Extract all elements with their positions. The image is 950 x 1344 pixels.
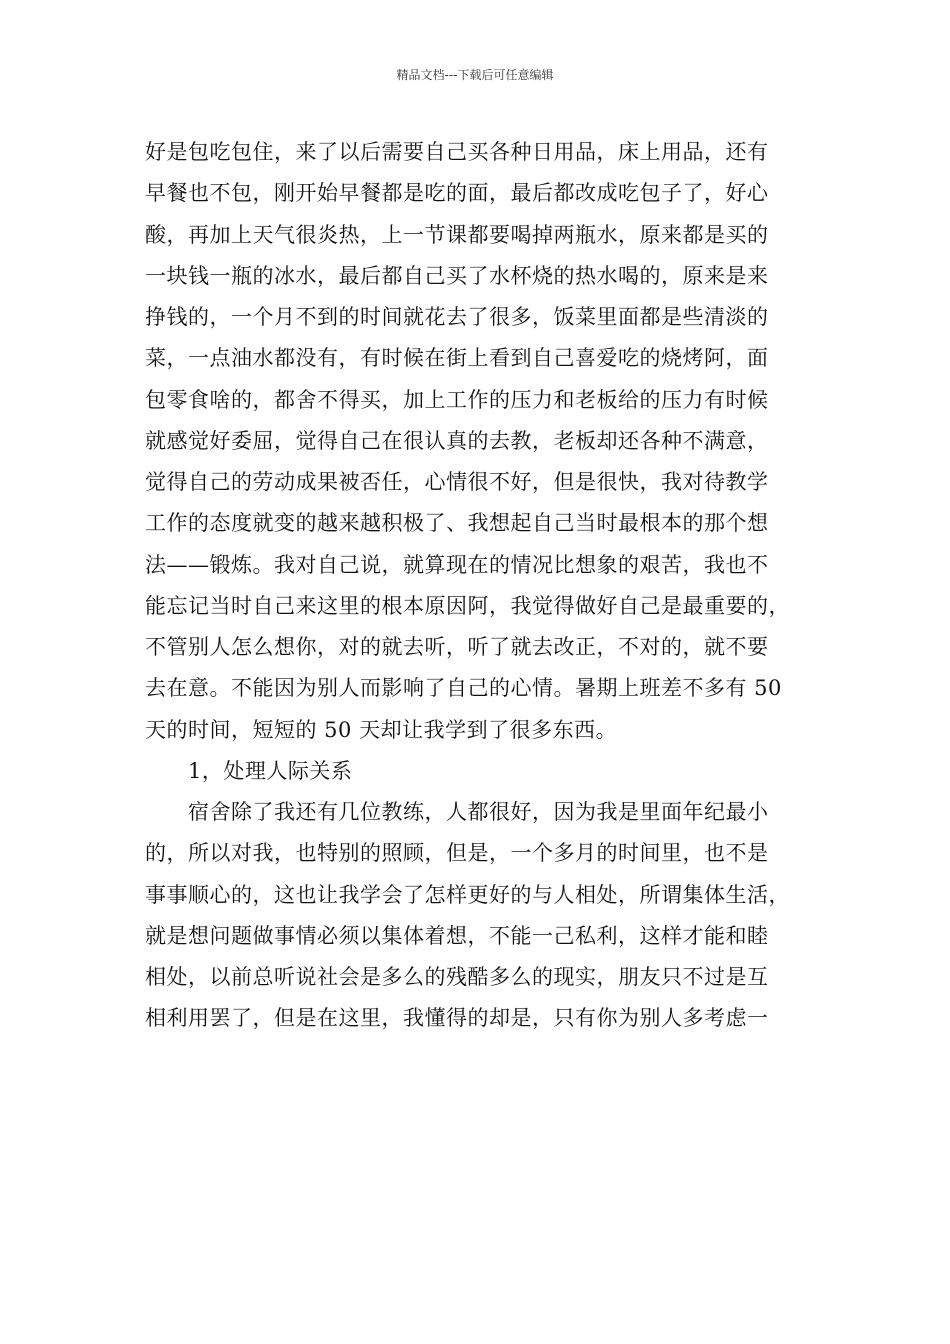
text-line: 酸，再加上天气很炎热，上一节课都要喝掉两瓶水，原来都是买的 bbox=[145, 222, 769, 247]
text-line: 不管别人怎么想你，对的就去听，听了就去改正，不对的，就不要 bbox=[145, 635, 769, 659]
text-line: 就是想问题做事情必须以集体着想，不能一己私利，这样才能和睦 bbox=[145, 923, 769, 948]
paragraph-first-line: 宿舍除了我还有几位教练，人都很好，因为我是里面年纪最小 bbox=[188, 800, 769, 824]
text-line: 去在意。不能因为别人而影响了自己的心情。暑期上班差不多有 50 bbox=[145, 676, 782, 701]
text-line: 早餐也不包，刚开始早餐都是吃的面，最后都改成吃包子了，好心 bbox=[145, 181, 769, 206]
text-line: 事事顺心的，这也让我学会了怎样更好的与人相处，所谓集体生活， bbox=[145, 882, 790, 907]
text-line: 菜，一点油水都没有，有时候在街上看到自己喜爱吃的烧烤阿，面 bbox=[145, 346, 769, 371]
text-line: 觉得自己的劳动成果被否任，心情很不好，但是很快，我对待教学 bbox=[145, 470, 769, 494]
text-line: 一块钱一瓶的冰水，最后都自己买了水杯烧的热水喝的，原来是来 bbox=[145, 263, 769, 288]
text-line: 就感觉好委屈，觉得自己在很认真的去教，老板却还各种不满意， bbox=[145, 428, 769, 453]
section-heading: 1，处理人际关系 bbox=[188, 758, 353, 783]
document-body bbox=[145, 132, 825, 1040]
page-header: 精品文档---下载后可任意编辑 bbox=[396, 68, 554, 82]
text-line: 的，所以对我，也特别的照顾，但是，一个多月的时间里，也不是 bbox=[145, 841, 769, 866]
text-line: 相处，以前总听说社会是多么的残酷多么的现实，朋友只不过是互 bbox=[145, 965, 769, 989]
text-line: 天的时间，短短的 50 天却让我学到了很多东西。 bbox=[145, 717, 618, 742]
text-line: 包零食啥的，都舍不得买，加上工作的压力和老板给的压力有时候 bbox=[145, 387, 769, 412]
text-line: 相利用罢了，但是在这里，我懂得的却是，只有你为别人多考虑一 bbox=[145, 1006, 769, 1031]
text-line: 挣钱的，一个月不到的时间就花去了很多，饭菜里面都是些清淡的 bbox=[145, 305, 769, 329]
text-line: 能忘记当时自己来这里的根本原因阿，我觉得做好自己是最重要的， bbox=[145, 593, 790, 618]
text-line: 工作的态度就变的越来越积极了、我想起自己当时最根本的那个想 bbox=[145, 511, 769, 536]
text-line: 法——锻炼。我对自己说，就算现在的情况比想象的艰苦，我也不 bbox=[145, 552, 769, 577]
text-line: 好是包吃包住，来了以后需要自己买各种日用品，床上用品，还有 bbox=[145, 140, 769, 164]
